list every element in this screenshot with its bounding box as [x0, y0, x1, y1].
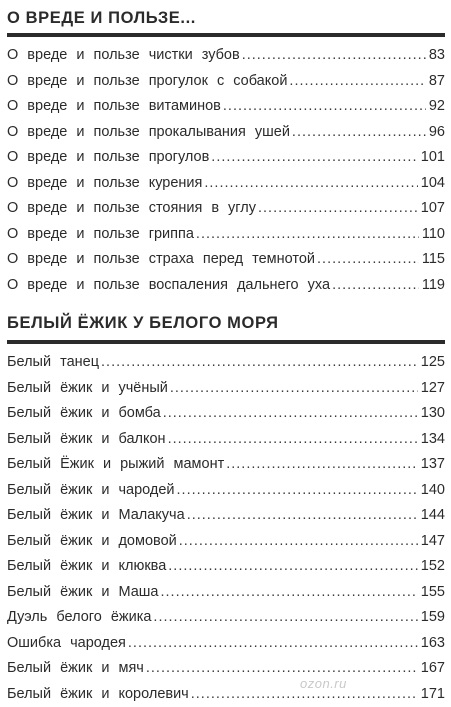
toc-entry-page: 134: [421, 427, 445, 453]
dot-leader: [211, 145, 418, 171]
dot-leader: [170, 376, 418, 402]
toc-entry-page: 147: [421, 529, 445, 555]
section-title: БЕЛЫЙ ЁЖИК У БЕЛОГО МОРЯ: [7, 313, 445, 333]
toc-entry[interactable]: [7, 145, 445, 171]
dot-leader: [128, 631, 418, 657]
toc-entry[interactable]: [7, 94, 445, 120]
section-divider: [7, 33, 445, 37]
dot-leader: [168, 554, 418, 580]
toc-entry-title: Дуэль белого ёжика: [7, 605, 151, 631]
dot-leader: [317, 247, 419, 273]
toc-entry-title: Ошибка чародея: [7, 631, 126, 657]
toc-entry-page: 101: [421, 145, 445, 171]
toc-entry-title: О вреде и пользе воспаления дальнего уха: [7, 273, 330, 299]
toc-entry-page: 115: [422, 247, 445, 273]
toc-entry-title: Белый ёжик и Малакуча: [7, 503, 185, 529]
toc-entry-page: 96: [429, 120, 445, 146]
dot-leader: [187, 503, 418, 529]
dot-leader: [226, 452, 418, 478]
toc-entry-title: О вреде и пользе гриппа: [7, 222, 194, 248]
toc-entry-page: 152: [421, 554, 445, 580]
toc-entry-title: Белый ёжик и мяч: [7, 656, 144, 682]
section-title: О ВРЕДЕ И ПОЛЬЗЕ...: [7, 8, 445, 28]
toc-entry[interactable]: [7, 171, 445, 197]
dot-leader: [177, 478, 418, 504]
toc-list: [7, 350, 445, 707]
toc-entry[interactable]: [7, 427, 445, 453]
dot-leader: [196, 222, 419, 248]
toc-entry-page: 110: [422, 222, 445, 248]
dot-leader: [292, 120, 426, 146]
toc-entry-page: 159: [421, 605, 445, 631]
dot-leader: [160, 580, 417, 606]
dot-leader: [146, 656, 418, 682]
toc-entry[interactable]: [7, 120, 445, 146]
toc-entry-page: 171: [421, 682, 445, 707]
toc-entry[interactable]: [7, 222, 445, 248]
dot-leader: [223, 94, 426, 120]
toc-entry[interactable]: [7, 682, 445, 707]
toc-entry-title: Белый ёжик и клюква: [7, 554, 166, 580]
toc-entry-page: 125: [421, 350, 445, 376]
toc-section-harm-and-benefit: [7, 8, 445, 298]
dot-leader: [289, 69, 425, 95]
toc-entry-title: О вреде и пользе прогулов: [7, 145, 209, 171]
toc-entry[interactable]: [7, 350, 445, 376]
dot-leader: [258, 196, 418, 222]
toc-entry[interactable]: [7, 656, 445, 682]
toc-entry-title: Белый ёжик и чародей: [7, 478, 175, 504]
toc-entry-title: О вреде и пользе чистки зубов: [7, 43, 240, 69]
toc-entry-title: О вреде и пользе прокалывания ушей: [7, 120, 290, 146]
dot-leader: [242, 43, 426, 69]
toc-entry-page: 127: [421, 376, 445, 402]
dot-leader: [168, 427, 418, 453]
toc-entry-page: 107: [421, 196, 445, 222]
toc-entry-title: О вреде и пользе курения: [7, 171, 202, 197]
toc-entry-title: Белый ёжик и учёный: [7, 376, 168, 402]
dot-leader: [332, 273, 419, 299]
toc-entry-page: 167: [421, 656, 445, 682]
toc-entry-title: Белый танец: [7, 350, 99, 376]
toc-entry[interactable]: [7, 529, 445, 555]
toc-entry-title: О вреде и пользе витаминов: [7, 94, 221, 120]
toc-entry-title: Белый Ёжик и рыжий мамонт: [7, 452, 224, 478]
toc-section-white-hedgehog: [7, 313, 445, 707]
dot-leader: [179, 529, 418, 555]
dot-leader: [101, 350, 418, 376]
toc-entry-page: 163: [421, 631, 445, 657]
toc-entry[interactable]: [7, 401, 445, 427]
toc-entry-title: Белый ёжик и бомба: [7, 401, 161, 427]
toc-entry-page: 144: [421, 503, 445, 529]
dot-leader: [163, 401, 418, 427]
toc-entry[interactable]: [7, 376, 445, 402]
toc-entry-page: 137: [421, 452, 445, 478]
toc-entry-title: Белый ёжик и домовой: [7, 529, 177, 555]
toc-entry-page: 104: [421, 171, 445, 197]
toc-entry[interactable]: [7, 69, 445, 95]
toc-entry-title: Белый ёжик и королевич: [7, 682, 189, 707]
toc-entry-page: 83: [429, 43, 445, 69]
toc-entry[interactable]: [7, 503, 445, 529]
toc-entry-page: 119: [422, 273, 445, 299]
toc-entry-page: 87: [429, 69, 445, 95]
toc-entry[interactable]: [7, 605, 445, 631]
toc-entry-page: 130: [421, 401, 445, 427]
toc-entry-page: 140: [421, 478, 445, 504]
toc-entry-title: О вреде и пользе прогулок с собакой: [7, 69, 287, 95]
toc-entry[interactable]: [7, 273, 445, 299]
toc-entry-title: Белый ёжик и Маша: [7, 580, 158, 606]
toc-entry-title: О вреде и пользе страха перед темнотой: [7, 247, 315, 273]
watermark: ozon.ru: [300, 676, 347, 691]
toc-entry-title: О вреде и пользе стояния в углу: [7, 196, 256, 222]
toc-entry[interactable]: [7, 631, 445, 657]
toc-entry-title: Белый ёжик и балкон: [7, 427, 166, 453]
toc-entry[interactable]: [7, 247, 445, 273]
dot-leader: [153, 605, 417, 631]
toc-entry[interactable]: [7, 478, 445, 504]
toc-list: [7, 43, 445, 298]
toc-entry[interactable]: [7, 452, 445, 478]
section-divider: [7, 340, 445, 344]
toc-entry[interactable]: [7, 196, 445, 222]
toc-entry-page: 155: [421, 580, 445, 606]
dot-leader: [204, 171, 417, 197]
toc-entry[interactable]: [7, 580, 445, 606]
toc-entry[interactable]: [7, 43, 445, 69]
toc-entry[interactable]: [7, 554, 445, 580]
toc-entry-page: 92: [429, 94, 445, 120]
